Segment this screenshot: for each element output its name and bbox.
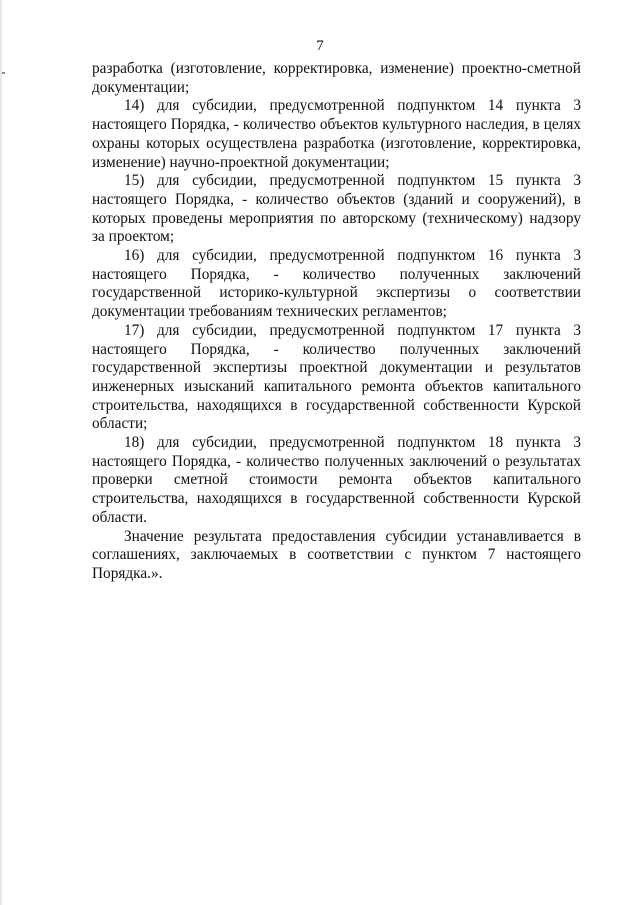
paragraph-continuation: разработка (изготовление, корректировка, изменение) проектно-сметной документации; [92, 60, 581, 96]
paragraph-item-14: 14) для субсидии, предусмотренной подпунктом 14 пункта 3 настоящего Порядка, - количество объектов культурного наследия, в целях охраны которых осуществлена разработка (изготовление, корректировка, изменение) научно-проектной документации; [92, 97, 581, 171]
paragraph-result-value: Значение результата предоставления субсидии устанавливается в соглашениях, заключаемых в соответствии с пунктом 7 настоящего Порядка.». [92, 527, 581, 582]
paragraph-item-15: 15) для субсидии, предусмотренной подпунктом 15 пункта 3 настоящего Порядка, - количество объектов (зданий и сооружений), в которых проведены мероприятия по авторскому (техническому) надзору за проектом; [92, 172, 581, 246]
paragraph-item-17: 17) для субсидии, предусмотренной подпунктом 17 пункта 3 настоящего Порядка, - количество полученных заключений государственной экспертизы проектной документации и результатов инженерных изысканий капитального ремонта объектов капитального строительства, находящихся в государственной собственности Курской области; [92, 321, 581, 433]
scan-mark [2, 72, 5, 74]
paragraph-item-18: 18) для субсидии, предусмотренной подпунктом 18 пункта 3 настоящего Порядка, - количество полученных заключений о результатах проверки сметной стоимости ремонта объектов капитального строительства, находящихся в государственной собственности Курской области. [92, 434, 581, 526]
paragraph-item-16: 16) для субсидии, предусмотренной подпунктом 16 пункта 3 настоящего Порядка, - количество полученных заключений государственной историко-культурной экспертизы о соответствии документации требованиям технических регламентов; [92, 247, 581, 321]
scan-edge [0, 0, 2, 905]
document-body [92, 60, 581, 584]
page-number: 7 [316, 38, 324, 54]
